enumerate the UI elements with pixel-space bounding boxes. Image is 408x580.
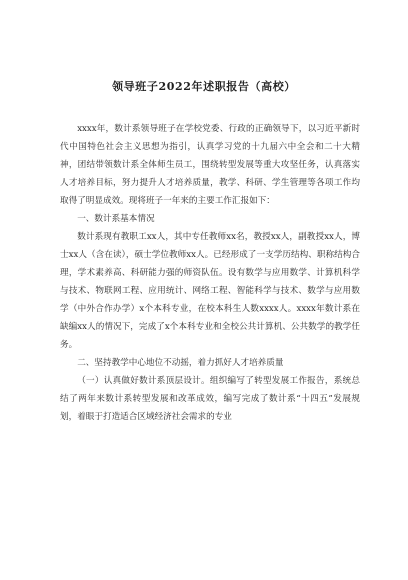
paragraph-basic-info: 数计系现有教职工xx人，其中专任教师xx名，教授xx人，副教授xx人，博士xx人（含在读），硕士学位教师xx人。已经形成了一支学历结构、职称结构合理，学术素养高、科研能力强的师资队伍。设有数学与应用数学、计算机科学与技术、物联网工程、应用统计、网络工程、智能科学与技术、数学与应用数学（中外合作办学）x个本科专业，在校本科生人数xxxx人。xxxx年数计系在缺编xx人的情况下，完成了x个本科专业和全校公共计算机、公共数学的教学任务。	[60, 232, 360, 350]
paragraph-intro: xxxx年，数计系领导班子在学校党委、行政的正确领导下，以习近平新时代中国特色社会主义思想为指引，认真学习党的十九届六中全会和二十大精神，团结带领数计系全体师生员工，围绕转型发展等重大攻坚任务，认真落实人才培养目标，努力提升人才培养质量，教学、科研、学生管理等各项工作均取得了明显成效。现将班子一年来的主要工作汇报如下：	[60, 124, 360, 206]
document-body	[60, 120, 360, 426]
section-heading-2: 二、坚持教学中心地位不动摇，着力抓好人才培养质量	[77, 358, 284, 368]
section-heading-1: 一、数计系基本情况	[77, 214, 155, 224]
paragraph-top-design: （一）认真做好数计系顶层设计。组织编写了转型发展工作报告，系统总结了两年来数计系转型发展和改革成效，编写完成了数计系“十四五”发展规划，着眼于打造适合区域经济社会需求的专业	[60, 376, 360, 422]
document-title: 领导班子2022年述职报告（高校）	[112, 80, 296, 93]
